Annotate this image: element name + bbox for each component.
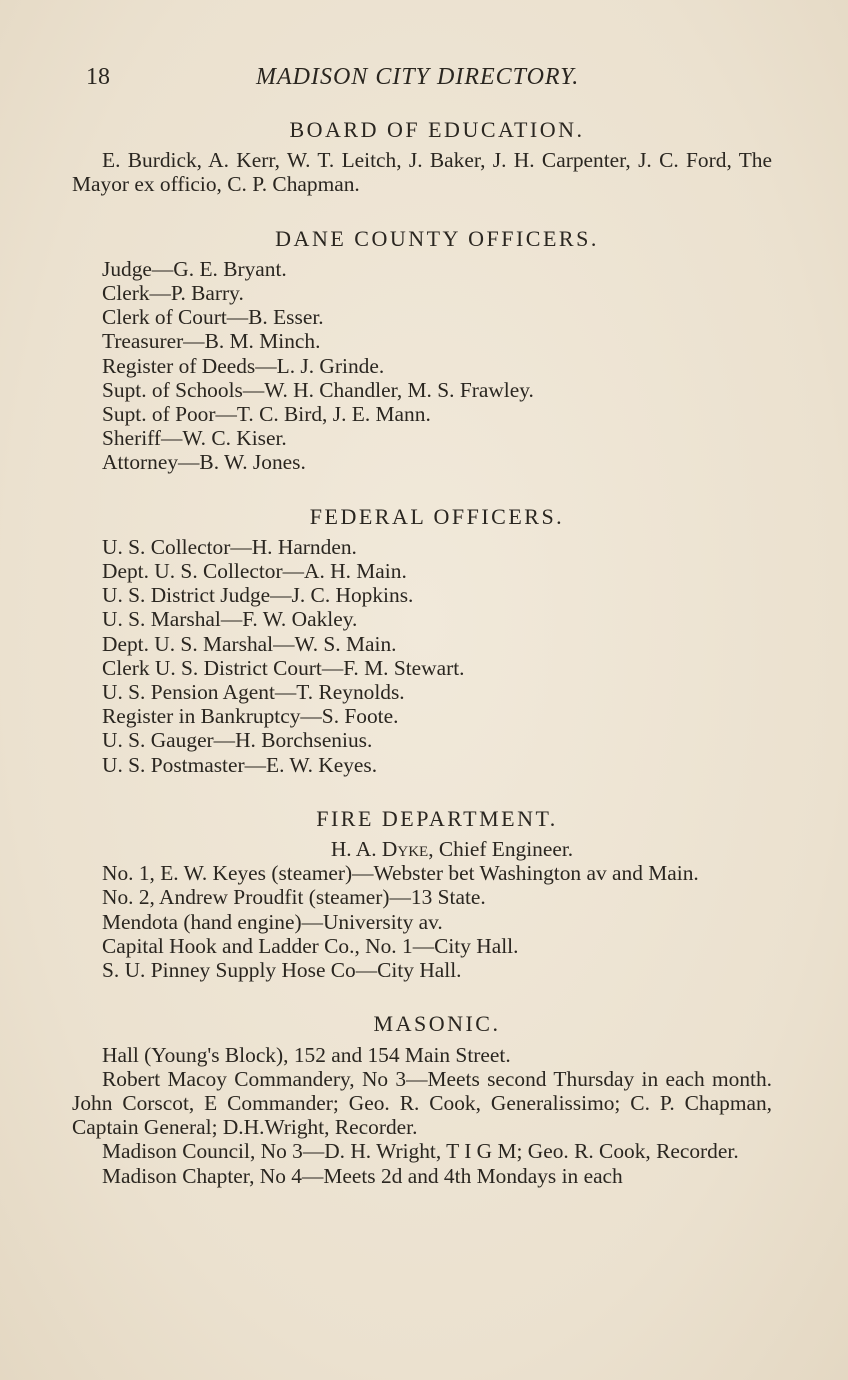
list-item: Dept. U. S. Marshal—W. S. Main. [102,631,397,656]
list-item: Treasurer—B. M. Minch. [102,329,321,354]
section-title: FIRE DEPARTMENT. [316,805,558,831]
list-item: Robert Macoy Commandery, No 3—Meets second Thursday in each month. John Corscot, E Commander; Geo. R. Cook, Generalissimo; C. P. Chapman, Captain General; D.H.Wright, Recorder. [72,1066,772,1140]
list-item: Mendota (hand engine)—University av. [102,909,443,934]
section-title: DANE COUNTY OFFICERS. [275,225,599,251]
chief-title: , Chief Engineer. [428,837,574,862]
list-item: Register in Bankruptcy—S. Foote. [102,704,399,729]
section-masonic [72,1012,772,1187]
list-item: Attorney—B. W. Jones. [102,450,306,475]
member-list: E. Burdick, A. Kerr, W. T. Leitch, J. Baker, J. H. Carpenter, J. C. Ford, The Mayor ex officio, C. P. Chapman. [72,148,772,197]
section-title: FEDERAL OFFICERS. [309,503,565,529]
list-item: U. S. Postmaster—E. W. Keyes. [102,752,378,777]
section-board-of-education [72,118,772,197]
section-title: MASONIC. [373,1011,501,1037]
section-federal-officers [72,505,772,777]
list-item: Supt. of Poor—T. C. Bird, J. E. Mann. [102,402,431,427]
list-item: Madison Council, No 3—D. H. Wright, T I G M; Geo. R. Cook, Recorder. [102,1139,739,1164]
list-item: U. S. Collector—H. Harnden. [102,534,357,559]
page-number: 18 [86,64,110,90]
running-title: MADISON CITY DIRECTORY. [256,64,580,90]
list-item: Clerk of Court—B. Esser. [102,305,324,330]
list-item: Judge—G. E. Bryant. [102,256,287,281]
chief-name: H. A. Dyke [330,837,429,862]
list-item: Sheriff—W. C. Kiser. [102,426,287,451]
list-item: No. 1, E. W. Keyes (steamer)—Webster bet Washington av and Main. [102,861,699,886]
chief-engineer-line [132,837,772,861]
list-item: Supt. of Schools—W. H. Chandler, M. S. Frawley. [102,377,534,402]
list-item: Hall (Young's Block), 152 and 154 Main Street. [102,1042,511,1067]
list-item: U. S. Marshal—F. W. Oakley. [102,607,358,632]
list-item: Madison Chapter, No 4—Meets 2d and 4th Mondays in each [102,1163,623,1188]
section-title: BOARD OF EDUCATION. [289,117,585,142]
list-item: Dept. U. S. Collector—A. H. Main. [102,559,407,584]
page-header [86,64,766,98]
list-item: Capital Hook and Ladder Co., No. 1—City Hall. [102,933,519,958]
list-item: S. U. Pinney Supply Hose Co—City Hall. [102,958,462,983]
list-item: Clerk—P. Barry. [102,281,244,306]
list-item: Clerk U. S. District Court—F. M. Stewart. [102,655,465,680]
list-item: U. S. Pension Agent—T. Reynolds. [102,680,405,705]
page-content [72,118,772,1218]
list-item: U. S. District Judge—J. C. Hopkins. [102,583,414,608]
list-item: U. S. Gauger—H. Borchsenius. [102,728,373,753]
section-dane-county-officers [72,227,772,475]
section-fire-department [72,807,772,982]
list-item: Register of Deeds—L. J. Grinde. [102,353,385,378]
list-item: No. 2, Andrew Proudfit (steamer)—13 State. [102,885,486,910]
